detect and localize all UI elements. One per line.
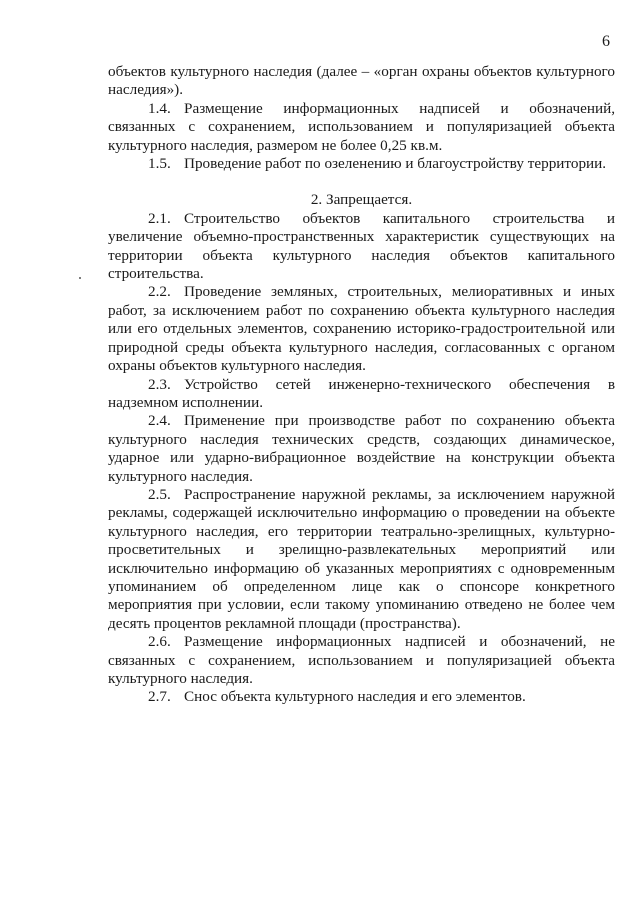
clause-text: Распространение наружной рекламы, за исключением наружной рекламы, содержащей исключительно информацию о проведении на объекте культурного наследия, его территории театрально-зрелищных, культурно-просветительных и зрелищно-развлекательных мероприятий или исключительно информацию об указанных мероприятиях с одновременным упоминанием об определенном лице как о спонсоре конкретного мероприятия при условии, если такому упоминанию отведено не более чем десять процентов рекламной площади (пространства). [108,485,615,632]
clause-2-6 [108,633,615,688]
clause-number: 2.5. [148,485,171,503]
clause-text: Проведение работ по озеленению и благоустройству территории. [184,155,607,173]
document-body [108,63,615,707]
clause-2-4 [108,412,615,486]
clause-number: 2.6. [148,633,171,651]
page-number: 6 [602,33,610,50]
clause-number: 2.3. [148,375,171,393]
paragraph-text: объектов культурного наследия (далее – «орган охраны объектов культурного наследия»). [108,63,615,99]
clause-number: 1.5. [148,155,171,173]
clause-1-4 [108,100,615,155]
section-heading-2: 2. Запрещается. [310,191,413,209]
clause-number: 2.7. [148,688,171,706]
paragraph-continuation [108,63,615,100]
clause-number: 2.1. [148,209,171,227]
clause-text: Размещение информационных надписей и обозначений, не связанных с сохранением, использованием и популяризацией объекта культурного наследия. [108,633,615,687]
clause-number: 2.4. [148,412,171,430]
clause-number: 1.4. [148,99,171,117]
clause-text: Проведение земляных, строительных, мелиоративных и иных работ, за исключением работ по сохранению объекта культурного наследия или его отдельных элементов, сохранению историко-градостроительной или природной среды объекта культурного наследия, согласованных с органом охраны объектов культурного наследия. [108,283,615,375]
clause-number: 2.2. [148,283,171,301]
clause-text: Строительство объектов капитального строительства и увеличение объемно-пространственных характеристик существующих на территории объекта культурного наследия объектов капитального строительства. [108,209,615,283]
clause-2-5 [108,486,615,633]
clause-2-1 [108,210,615,284]
clause-text: Устройство сетей инженерно-технического обеспечения в надземном исполнении. [108,375,615,411]
clause-2-3 [108,376,615,413]
clause-2-7 [108,688,615,706]
scan-dot [79,277,81,279]
clause-text: Размещение информационных надписей и обозначений, связанных с сохранением, использованием и популяризацией объекта культурного наследия, размером не более 0,25 кв.м. [108,99,615,154]
clause-text: Снос объекта культурного наследия и его элементов. [184,688,526,706]
clause-text: Применение при производстве работ по сохранению объекта культурного наследия технических средств, создающих динамическое, ударное или ударно-вибрационное воздействие на конструкции объекта культурного наследия. [108,412,615,485]
clause-2-2 [108,283,615,375]
clause-1-5 [108,155,615,173]
